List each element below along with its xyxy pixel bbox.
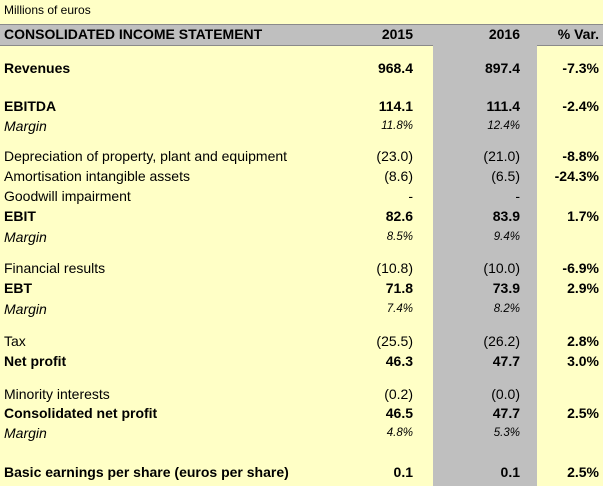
row-ebitda-margin-2016: 12.4% — [487, 120, 520, 132]
row-depreciation-2016: (21.0) — [483, 148, 520, 164]
row-net-profit-2016: 47.7 — [492, 353, 520, 369]
row-eps-var: 2.5% — [567, 464, 599, 480]
row-ebt-var: 2.9% — [567, 280, 599, 296]
row-net-profit-var: 3.0% — [567, 353, 599, 369]
row-ebit-margin-2015: 8.5% — [386, 231, 413, 243]
row-consolidated-profit-label: Consolidated net profit — [4, 405, 158, 421]
row-tax-2015: (25.5) — [376, 333, 413, 349]
row-depreciation-label: Depreciation of property, plant and equipment — [4, 148, 288, 164]
row-eps-2015: 0.1 — [393, 464, 413, 480]
row-goodwill-2015: - — [408, 188, 413, 204]
row-ebt-2015: 71.8 — [385, 280, 413, 296]
row-depreciation-var: -8.8% — [562, 148, 599, 164]
row-revenues-label: Revenues — [4, 60, 71, 76]
row-ebitda-margin-2015: 11.8% — [381, 120, 413, 132]
row-ebt-label: EBT — [4, 280, 32, 296]
column-header-2015: 2015 — [381, 26, 413, 42]
row-revenues-2015: 968.4 — [377, 60, 413, 76]
row-consolidated-margin-2015: 4.8% — [386, 427, 413, 439]
table-title: CONSOLIDATED INCOME STATEMENT — [4, 26, 263, 42]
row-financial-results-2015: (10.8) — [376, 260, 413, 276]
row-consolidated-margin-2016: 5.3% — [493, 427, 520, 439]
row-tax-var: 2.8% — [567, 333, 599, 349]
row-revenues-var: -7.3% — [562, 60, 599, 76]
row-goodwill-2016: - — [515, 188, 520, 204]
row-goodwill-label: Goodwill impairment — [4, 188, 131, 204]
row-tax-2016: (26.2) — [483, 333, 520, 349]
column-header-2016: 2016 — [488, 26, 520, 42]
row-net-profit-2015: 46.3 — [385, 353, 413, 369]
row-ebit-2016: 83.9 — [492, 208, 520, 224]
row-ebitda-2015: 114.1 — [378, 98, 413, 114]
row-minority-2015: (0.2) — [384, 386, 413, 402]
row-revenues-2016: 897.4 — [484, 60, 520, 76]
row-financial-results-label: Financial results — [4, 260, 106, 276]
row-ebitda-2016: 111.4 — [486, 98, 520, 114]
row-ebitda-label: EBITDA — [4, 98, 57, 114]
row-consolidated-profit-var: 2.5% — [567, 405, 599, 421]
row-minority-label: Minority interests — [4, 386, 110, 402]
row-ebit-margin-2016: 9.4% — [493, 231, 520, 243]
row-ebt-margin-label: Margin — [4, 301, 47, 317]
column-header-var: % Var. — [557, 26, 599, 42]
row-financial-results-2016: (10.0) — [483, 260, 520, 276]
row-ebt-2016: 73.9 — [492, 280, 520, 296]
row-ebt-margin-2016: 8.2% — [493, 303, 520, 315]
row-financial-results-var: -6.9% — [562, 260, 599, 276]
row-depreciation-2015: (23.0) — [376, 148, 413, 164]
row-consolidated-profit-2015: 46.5 — [385, 405, 413, 421]
row-ebit-var: 1.7% — [567, 208, 599, 224]
row-ebit-2015: 82.6 — [385, 208, 413, 224]
row-net-profit-label: Net profit — [4, 353, 67, 369]
row-eps-label: Basic earnings per share (euros per share) — [4, 464, 289, 480]
row-consolidated-margin-label: Margin — [4, 425, 47, 441]
row-ebitda-var: -2.4% — [562, 98, 599, 114]
row-amortisation-var: -24.3% — [554, 168, 599, 184]
units-note: Millions of euros — [4, 3, 91, 17]
row-ebit-margin-label: Margin — [4, 229, 47, 245]
row-minority-2016: (0.0) — [491, 386, 520, 402]
row-ebt-margin-2015: 7.4% — [386, 303, 413, 315]
row-eps-2016: 0.1 — [500, 464, 520, 480]
row-consolidated-profit-2016: 47.7 — [492, 405, 520, 421]
row-amortisation-label: Amortisation intangible assets — [4, 168, 190, 184]
row-amortisation-2015: (8.6) — [384, 168, 413, 184]
row-ebit-label: EBIT — [4, 208, 36, 224]
row-tax-label: Tax — [4, 333, 26, 349]
row-ebitda-margin-label: Margin — [4, 118, 47, 134]
row-amortisation-2016: (6.5) — [491, 168, 520, 184]
